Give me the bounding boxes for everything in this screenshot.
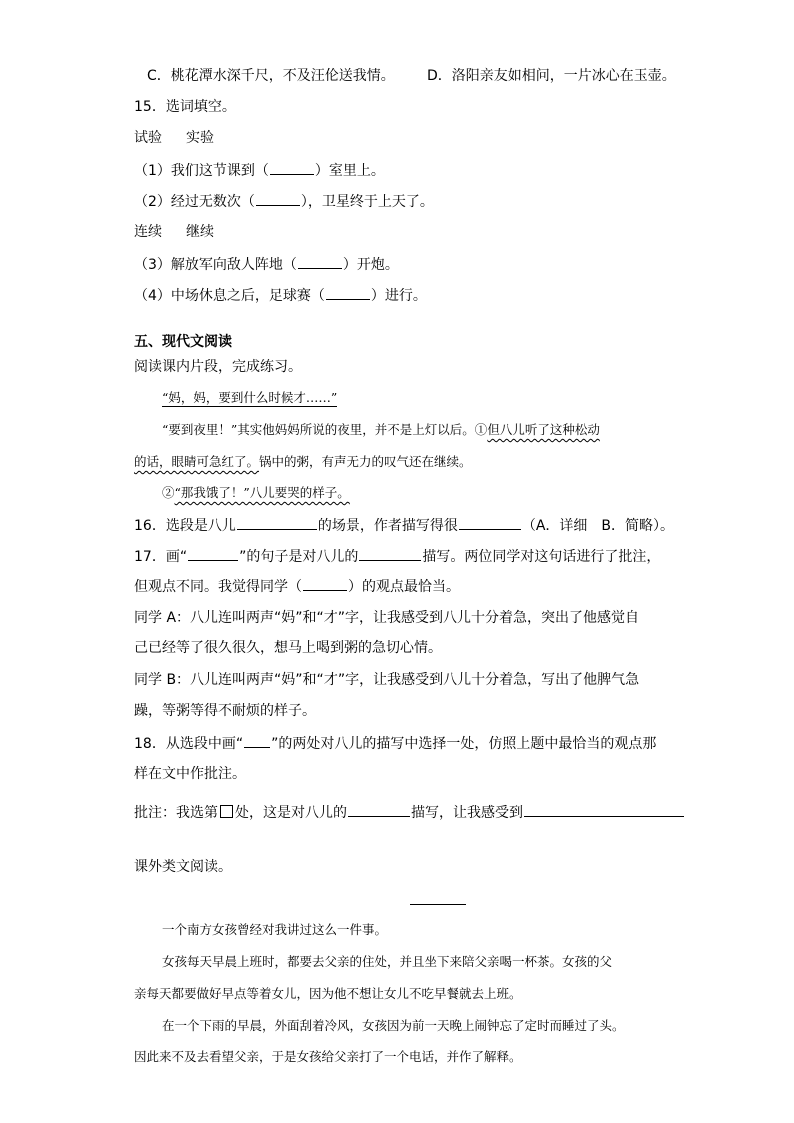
q15-sentence-4 <box>134 285 427 306</box>
word-option: 试验 <box>134 130 162 146</box>
q17-line-2 <box>134 576 460 597</box>
word-option: 实验 <box>186 130 214 146</box>
underline-sample <box>244 733 270 748</box>
question-text: 但观点不同。我觉得同学（ <box>134 579 302 595</box>
q14-option-c <box>147 66 395 86</box>
wavy-underlined-text: 但八儿听了这种松动 <box>487 422 600 437</box>
story-paragraph-2-line-1: 女孩每天早晨上班时，都要去父亲的住处，并且坐下来陪父亲喝一杯茶。女孩的父 <box>162 954 613 969</box>
annotation-text: 描写，让我感受到 <box>411 805 523 821</box>
answer-blank[interactable] <box>256 191 300 206</box>
answer-blank[interactable] <box>303 576 347 591</box>
q15-sentence-3 <box>134 254 399 275</box>
passage-text: 锅中的粥，有声无力的叹气还在继续。 <box>259 454 472 469</box>
q17-line-1 <box>134 546 660 567</box>
option-d-text: D．洛阳亲友如相问，一片冰心在玉壶。 <box>427 68 676 84</box>
annotation-text: 批注：我选第 <box>134 805 218 821</box>
student-b-line-2: 躁，等粥等得不耐烦的样子。 <box>134 703 316 719</box>
answer-blank[interactable] <box>524 802 684 817</box>
answer-blank[interactable] <box>348 802 410 817</box>
underlined-sentence: “妈，妈，要到什么时候才……” <box>162 390 338 405</box>
question-text: ）的观点最恰当。 <box>348 579 460 595</box>
word-option: 连续 <box>134 224 162 240</box>
question-text: 描写。两位同学对这句话进行了批注， <box>422 549 661 565</box>
answer-blank[interactable] <box>359 546 421 561</box>
circled-number: ① <box>474 422 488 437</box>
question-text: B．简略）。 <box>601 518 675 534</box>
underline-sample <box>188 546 238 561</box>
section-heading: 五、现代文阅读 <box>134 334 232 350</box>
section-instruction: 阅读课内片段，完成练习。 <box>134 359 302 375</box>
question-text: （A．详细 <box>521 518 588 534</box>
title-blank-line[interactable] <box>410 904 466 905</box>
wavy-underlined-text: “那我饿了！”八儿要哭的样子。 <box>174 485 350 500</box>
sentence-text: ）室里上。 <box>314 163 385 179</box>
answer-blank[interactable] <box>459 515 521 530</box>
sentence-text: （1）我们这节课到（ <box>134 163 269 179</box>
q14-option-d <box>427 66 676 86</box>
story-paragraph-3-line-1: 在一个下雨的早晨，外面刮着冷风，女孩因为前一天晚上闹钟忘了定时而睡过了头。 <box>162 1018 625 1033</box>
question-text: 的场景，作者描写得很 <box>317 518 458 534</box>
story-paragraph-1: 一个南方女孩曾经对我讲过这么一件事。 <box>162 922 388 937</box>
extra-reading-heading: 课外类文阅读。 <box>134 859 232 875</box>
choice-box[interactable] <box>220 805 233 818</box>
student-b-line-1: 同学 B：八儿连叫两声“妈”和“才”字，让我感受到八儿十分着急，写出了他脾气急 <box>134 672 640 688</box>
sentence-text: （2）经过无数次（ <box>134 194 255 210</box>
option-c-text: C．桃花潭水深千尺，不及汪伦送我情。 <box>147 68 395 84</box>
q15-sentence-1 <box>134 160 385 181</box>
annotation-text: 处，这是对八儿的 <box>235 805 347 821</box>
passage-line-3 <box>134 452 472 472</box>
q15-sentence-2 <box>134 191 434 212</box>
passage-line-2 <box>162 420 600 440</box>
sentence-text: （3）解放军向敌人阵地（ <box>134 257 297 273</box>
question-text: ”的句子是对八儿的 <box>239 549 359 565</box>
story-paragraph-2-line-2: 亲每天都要做好早点等着女儿，因为他不想让女儿不吃早餐就去上班。 <box>134 986 522 1001</box>
student-a-line-2: 己已经等了很久很久，想马上喝到粥的急切心情。 <box>134 640 442 656</box>
answer-blank[interactable] <box>326 285 370 300</box>
q15-word-group-1 <box>134 128 214 148</box>
passage-line-1 <box>162 388 337 408</box>
q15-title: 15．选词填空。 <box>134 99 236 115</box>
question-text: ”的两处对八儿的描写中选择一处，仿照上题中最恰当的观点那 <box>271 736 657 752</box>
answer-blank[interactable] <box>270 160 314 175</box>
q15-word-group-2 <box>134 222 214 242</box>
passage-text: “要到夜里！”其实他妈妈所说的夜里，并不是上灯以后。 <box>162 422 475 437</box>
sentence-text: （4）中场休息之后，足球赛（ <box>134 288 325 304</box>
wavy-underlined-text: 的话，眼睛可急红了。 <box>134 454 260 469</box>
circled-number: ② <box>162 485 175 500</box>
sentence-text: ）进行。 <box>370 288 427 304</box>
sentence-text: ），卫星终于上天了。 <box>300 194 434 210</box>
question-text: 16．选段是八儿 <box>134 518 236 534</box>
passage-line-4 <box>162 483 350 503</box>
student-a-line-1: 同学 A：八儿连叫两声“妈”和“才”字，让我感受到八儿十分着急，突出了他感觉自 <box>134 610 640 626</box>
story-paragraph-3-line-2: 因此来不及去看望父亲，于是女孩给父亲打了一个电话，并作了解释。 <box>134 1049 522 1064</box>
question-text: 18．从选段中画“ <box>134 736 244 752</box>
answer-blank[interactable] <box>237 515 317 530</box>
q18-line-1 <box>134 733 656 754</box>
q18-line-2: 样在文中作批注。 <box>134 766 246 782</box>
word-option: 继续 <box>186 224 214 240</box>
answer-blank[interactable] <box>298 254 342 269</box>
question-text: 17．画“ <box>134 549 188 565</box>
sentence-text: ）开炮。 <box>342 257 399 273</box>
q18-annotation <box>134 802 685 823</box>
q16 <box>134 515 674 536</box>
